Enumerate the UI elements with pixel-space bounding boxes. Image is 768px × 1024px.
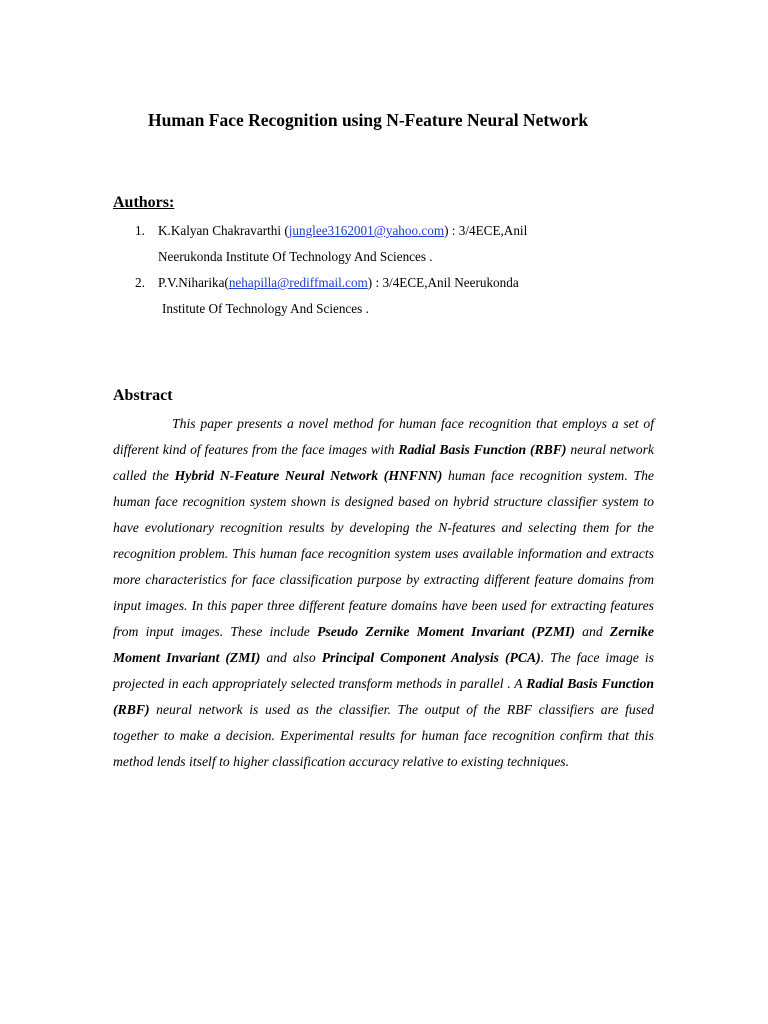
- author-line: [158, 270, 519, 296]
- abstract-bold-term: Radial Basis Function (RBF): [398, 442, 567, 457]
- author-line: [158, 218, 527, 244]
- abstract-bold-term: Zernike Moment Invariant (ZMI): [113, 624, 655, 665]
- author-institution: Neerukonda Institute Of Technology And Sciences .: [158, 249, 433, 264]
- abstract-text: . The face image is projected in each appropriately selected transform methods in parallel . A: [113, 650, 654, 691]
- abstract-text: and: [574, 624, 610, 639]
- author-name: K.Kalyan Chakravarthi (: [158, 223, 289, 238]
- author-institution: Institute Of Technology And Sciences .: [162, 301, 369, 316]
- author-email-link[interactable]: junglee3162001@yahoo.com: [288, 223, 445, 238]
- author-affiliation: ) : 3/4ECE,Anil: [444, 223, 528, 238]
- paper-title: Human Face Recognition using N-Feature Neural Network: [148, 110, 589, 130]
- abstract-bold-term: Principal Component Analysis (PCA): [321, 650, 541, 665]
- abstract-bold-term: Radial Basis Function (RBF): [113, 676, 655, 717]
- author-email-link[interactable]: nehapilla@rediffmail.com: [228, 275, 368, 290]
- author-number: 1.: [135, 223, 145, 238]
- abstract-bold-term: Pseudo Zernike Moment Invariant (PZMI): [317, 624, 575, 639]
- abstract-text: This paper presents a novel method for human face recognition that employs a set of different kind of features from the face images with: [113, 416, 654, 457]
- abstract-bold-term: Hybrid N-Feature Neural Network (HNFNN): [174, 468, 443, 483]
- authors-heading: Authors:: [113, 194, 175, 211]
- abstract-text: and also: [260, 650, 322, 665]
- author-affiliation: ) : 3/4ECE,Anil Neerukonda: [367, 275, 519, 290]
- author-name: P.V.Niharika(: [158, 275, 229, 290]
- abstract-heading: Abstract: [113, 387, 173, 404]
- author-number: 2.: [135, 275, 145, 290]
- abstract-text: human face recognition system. The human face recognition system shown is designed based on hybrid structure classifier system to have evolutionary recognition results by developing the N-features and selecting them for the recognition problem. This human face recognition system uses available information and extracts more characteristics for face classification purpose by extracting different feature domains from input images. In this paper three different feature domains have been used for extracting features from input images. These include: [113, 468, 654, 639]
- abstract-text: neural network is used as the classifier. The output of the RBF classifiers are fused together to make a decision. Experimental results for human face recognition confirm that this method lends itself to higher classification accuracy relative to existing techniques.: [113, 702, 654, 769]
- abstract-text: neural network called the: [113, 442, 654, 483]
- abstract-body: [113, 411, 654, 775]
